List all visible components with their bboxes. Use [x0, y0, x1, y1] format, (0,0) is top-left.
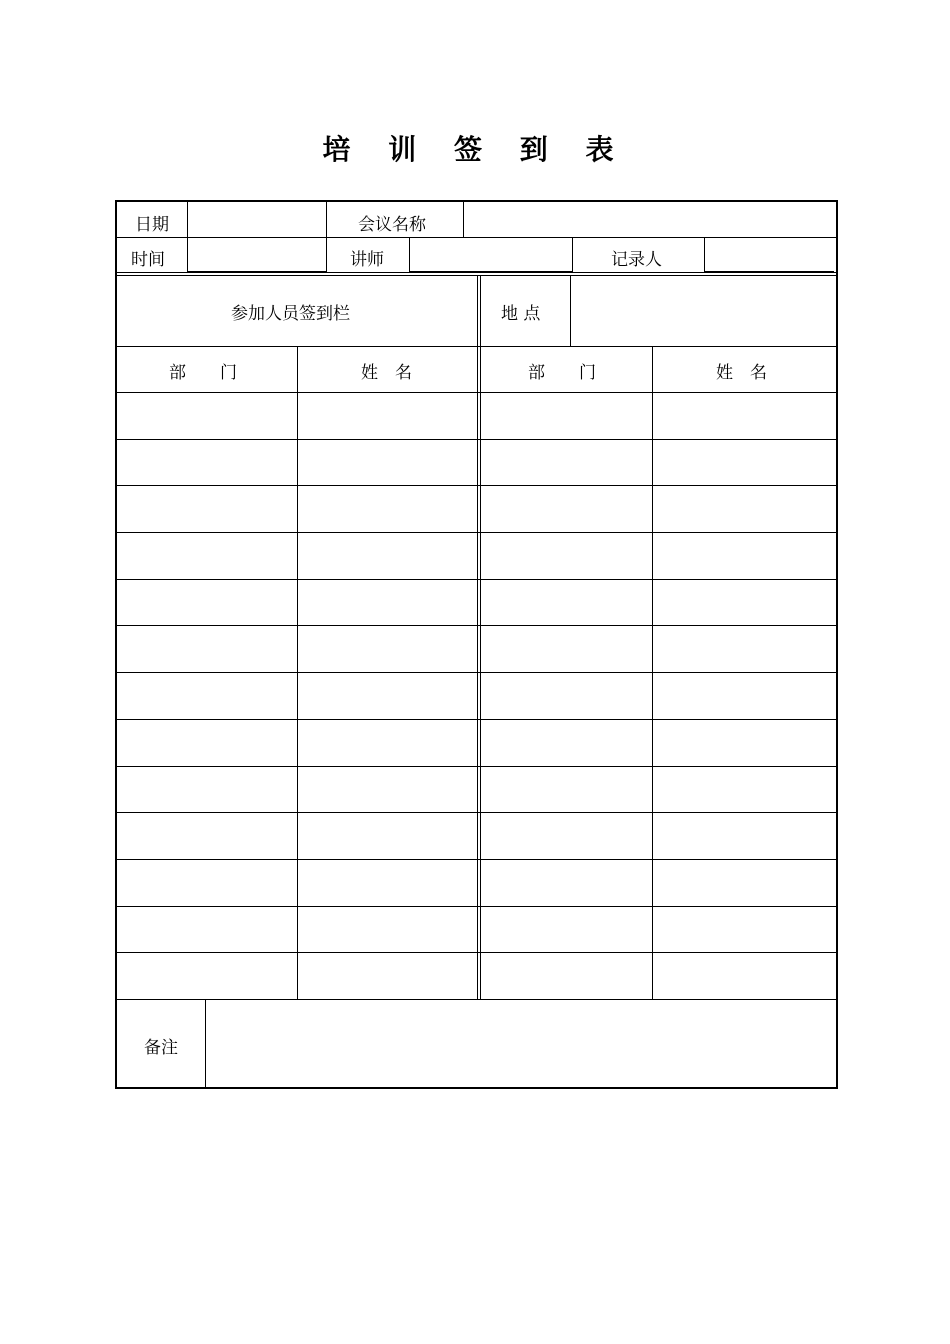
- signin-cell-name-left[interactable]: [298, 486, 477, 531]
- signin-cell-dept-right[interactable]: [481, 393, 652, 438]
- signin-cell-name-right[interactable]: [653, 393, 834, 438]
- signin-cell-name-left[interactable]: [298, 720, 477, 765]
- signin-cell-name-left[interactable]: [298, 440, 477, 485]
- signin-cell-name-left[interactable]: [298, 580, 477, 625]
- lecturer-label: 讲师: [350, 250, 384, 270]
- signin-cell-dept-left[interactable]: [117, 580, 297, 625]
- signin-cell-dept-right[interactable]: [481, 720, 652, 765]
- signin-cell-dept-right[interactable]: [481, 440, 652, 485]
- signin-cell-name-right[interactable]: [653, 486, 834, 531]
- signin-cell-name-right[interactable]: [653, 533, 834, 578]
- meeting-name-field[interactable]: [464, 202, 834, 237]
- signin-cell-name-right[interactable]: [653, 813, 834, 858]
- signin-section-label: 参加人员签到栏: [231, 304, 350, 324]
- signin-cell-name-left[interactable]: [298, 626, 477, 671]
- form-title: 培 训 签 到 表: [322, 133, 628, 166]
- signin-cell-name-right[interactable]: [653, 580, 834, 625]
- time-field[interactable]: [188, 238, 327, 272]
- signin-cell-name-right[interactable]: [653, 440, 834, 485]
- signin-cell-dept-right[interactable]: [481, 486, 652, 531]
- signin-cell-name-right[interactable]: [653, 860, 834, 905]
- col-header-name-left: 姓 名: [361, 363, 412, 383]
- date-field[interactable]: [188, 202, 327, 237]
- remarks-label: 备注: [144, 1038, 178, 1058]
- signin-cell-dept-left[interactable]: [117, 860, 297, 905]
- signin-cell-dept-left[interactable]: [117, 440, 297, 485]
- remarks-field[interactable]: [206, 1000, 834, 1085]
- date-label: 日期: [135, 215, 169, 235]
- col-header-name-right: 姓 名: [716, 363, 767, 383]
- signin-cell-dept-right[interactable]: [481, 813, 652, 858]
- signin-cell-name-right[interactable]: [653, 626, 834, 671]
- signin-cell-dept-left[interactable]: [117, 907, 297, 952]
- meeting-name-label: 会议名称: [358, 215, 426, 235]
- signin-cell-dept-right[interactable]: [481, 953, 652, 998]
- signin-cell-dept-right[interactable]: [481, 767, 652, 812]
- signin-cell-dept-right[interactable]: [481, 533, 652, 578]
- signin-cell-dept-left[interactable]: [117, 533, 297, 578]
- signin-cell-name-left[interactable]: [298, 533, 477, 578]
- recorder-field[interactable]: [705, 238, 834, 272]
- signin-cell-name-left[interactable]: [298, 393, 477, 438]
- signin-cell-name-left[interactable]: [298, 953, 477, 998]
- signin-cell-name-right[interactable]: [653, 767, 834, 812]
- signin-cell-dept-right[interactable]: [481, 860, 652, 905]
- signin-cell-dept-right[interactable]: [481, 673, 652, 718]
- signin-cell-name-left[interactable]: [298, 813, 477, 858]
- signin-cell-name-right[interactable]: [653, 720, 834, 765]
- signin-cell-dept-left[interactable]: [117, 393, 297, 438]
- signin-cell-dept-right[interactable]: [481, 580, 652, 625]
- location-field[interactable]: [571, 275, 834, 346]
- signin-cell-dept-right[interactable]: [481, 626, 652, 671]
- signin-cell-dept-left[interactable]: [117, 673, 297, 718]
- signin-cell-name-left[interactable]: [298, 860, 477, 905]
- signin-cell-dept-left[interactable]: [117, 486, 297, 531]
- col-header-dept-right: 部 门: [528, 363, 596, 383]
- signin-cell-name-right[interactable]: [653, 673, 834, 718]
- location-label: 地 点: [501, 304, 541, 324]
- lecturer-field[interactable]: [410, 238, 573, 272]
- signin-cell-name-right[interactable]: [653, 907, 834, 952]
- signin-cell-dept-left[interactable]: [117, 953, 297, 998]
- signin-cell-name-left[interactable]: [298, 673, 477, 718]
- signin-cell-dept-left[interactable]: [117, 720, 297, 765]
- signin-cell-name-left[interactable]: [298, 907, 477, 952]
- signin-cell-name-left[interactable]: [298, 767, 477, 812]
- signin-cell-dept-right[interactable]: [481, 907, 652, 952]
- recorder-label: 记录人: [611, 250, 662, 270]
- col-header-dept-left: 部 门: [169, 363, 237, 383]
- signin-cell-name-right[interactable]: [653, 953, 834, 998]
- time-label: 时间: [131, 250, 165, 270]
- signin-cell-dept-left[interactable]: [117, 813, 297, 858]
- signin-cell-dept-left[interactable]: [117, 767, 297, 812]
- signin-form-table: [115, 200, 838, 1089]
- signin-cell-dept-left[interactable]: [117, 626, 297, 671]
